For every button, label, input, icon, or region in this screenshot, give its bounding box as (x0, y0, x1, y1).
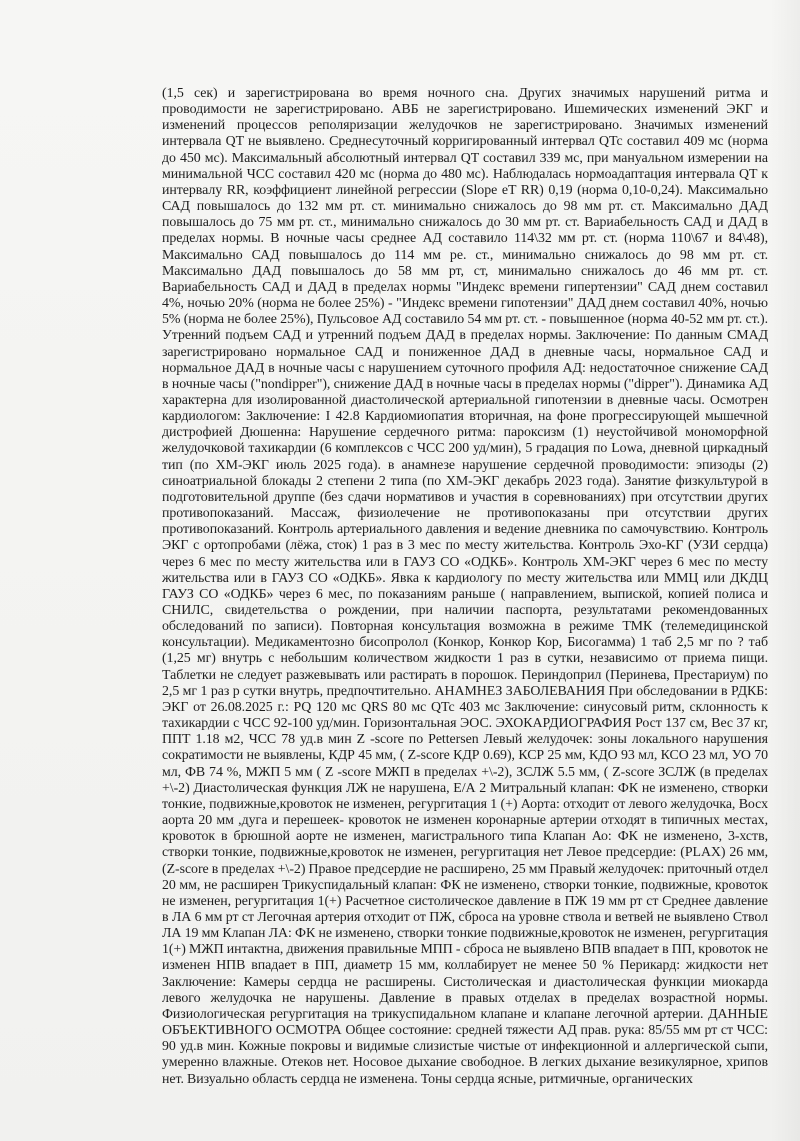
page-edge-shadow (770, 0, 800, 1141)
document-text-block (162, 86, 768, 1088)
document-body-text: (1,5 сек) и зарегистрирована во время ночного сна. Других значимых нарушений ритма и проводимости не зарегистрировано. АВБ не зарегистрировано. Ишемических изменений ЭКГ и изменений процессов реполяризации желудочков не зарегистрировано. Значимых изменений интервала QT не выявлено. Среднесуточный корригированный интервал QTc составил 409 мс (норма до 450 мс). Максимальный абсолютный интервал QT составил 339 мс, при мануальном измерении на минимальной ЧСС составил 420 мс (норма до 480 мс). Наблюдалась нормоадаптация интервала QT к интервалу RR, коэффициент линейной регрессии (Slope eT RR) 0,19 (норма 0,10-0,24). Максимально САД повышалось до 132 мм рт. ст. минимально снижалось до 98 мм рт. ст. Максимально ДАД повышалось до 75 мм рт. ст., минимально снижалось до 30 мм рт. ст. Вариабельность САД и ДАД в пределах нормы. В ночные часы среднее АД составило 114\32 мм рт. ст. (норма 110\67 и 84\48), Максимально САД повышалось до 114 мм ре. ст., минимально снижалось до 98 мм рт. ст. Максимально ДАД повышалось до 58 мм рт, ст, минимально снижалось до 46 мм рт. ст. Вариабельность САД и ДАД в пределах нормы "Индекс времени гипертензии" САД днем составил 4%, ночью 20% (норма не более 25%) - "Индекс времени гипотензии" ДАД днем составил 40%, ночью 5% (норма не более 25%), Пульсовое АД составило 54 мм рт. ст. - повышенное (норма 40-52 мм рт. ст.). Утренний подъем САД и утренний подъем ДАД в пределах нормы. Заключение: По данным СМАД зарегистрировано нормальное САД и пониженное ДАД в дневные часы, нормальное САД и нормальное ДАД в ночные часы с нарушением суточного профиля АД: недостаточное снижение САД в ночные часы ("nondipper"), снижение ДАД в ночные часы в пределах нормы ("dipper"). Динамика АД характерна для изолированной диастолической артериальной гипотензии в дневные часы. Осмотрен кардиологом: Заключение: I 42.8 Кардиомиопатия вторичная, на фоне прогрессирующей мышечной дистрофией Дюшенна: Нарушение сердечного ритма: пароксизм (1) неустойчивой мономорфной желудочковой тахикардии (6 комплексов с ЧСС 200 уд/мин), 5 градация по Lowa, дневной циркадный тип (по ХМ-ЭКГ июль 2025 года). в анамнезе нарушение сердечной проводимости: эпизоды (2) синоатриальной блокады 2 степени 2 типа (по ХМ-ЭКГ декабрь 2023 года). Занятие физкультурой в подготовительной друппе (без сдачи нормативов и участия в соревнованиях) при отсутствии других противопоказаний. Массаж, физиолечение не противопоказаны при отсутствии других противопоказаний. Контроль артериального давления и ведение дневника по самочувствию. Контроль ЭКГ с ортопробами (лёжа, сток) 1 раз в 3 мес по месту жительства. Контроль Эхо-КГ (УЗИ сердца) через 6 мес по месту жительства или в ГАУЗ СО «ОДКБ». Контроль ХМ-ЭКГ через 6 мес по месту жительства или в ГАУЗ СО «ОДКБ». Явка к кардиологу по месту жительства или ММЦ или ДКДЦ ГАУЗ СО «ОДКБ» через 6 мес, по показаниям раньше ( направлением, выпиской, копией полиса и СНИЛС, свидетельства о рождении, при наличии паспорта, результатами рекомендованных обследований по записи). Повторная консультация возможна в режиме ТМК (телемедицинской консультации). Медикаментозно бисопролол (Конкор, Конкор Кор, Бисогамма) 1 таб 2,5 мг по ? таб (1,25 мг) внутрь с небольшим количеством жидкости 1 раз в сутки, независимо от приема пищи. Таблетки не следует разжевывать или растирать в порошок. Периндоприл (Перинева, Престариум) по 2,5 мг 1 раз р сутки внутрь, предпочтительно. АНАМНЕЗ ЗАБОЛЕВАНИЯ При обследовании в РДКБ: ЭКГ от 26.08.2025 г.: PQ 120 мс QRS 80 мс QTc 403 мс Заключение: синусовый ритм, склонность к тахикардии с ЧСС 92-100 уд/мин. Горизонтальная ЭОС. ЭХОКАРДИОГРАФИЯ Рост 137 см, Вес 37 кг, ППТ 1.18 м2, ЧСС 78 уд.в мин Z -score по Pettersen Левый желудочек: зоны локального нарушения сократимости не выявлены, КДР 45 мм, ( Z-score КДР 0.69), КСР 25 мм, КДО 93 мл, КСО 23 мл, УО 70 мл, ФВ 74 %, МЖП 5 мм ( Z -score МЖП в пределах +\-2), ЗСЛЖ 5.5 мм, ( Z-score ЗСЛЖ (в пределах +\-2) Диастолическая функция ЛЖ не нарушена, Е/А 2 Митральный клапан: ФК не изменено, створки тонкие, подвижные,кровоток не изменен, регургитация 1 (+) Аорта: отходит от левого желудочка, Восх аорта 20 мм ,дуга и перешеек- кровоток не изменен коронарные артерии отходят в типичных местах, кровоток в брюшной аорте не изменен, магистрального типа Клапан Ао: ФК не изменено, 3-хств, створки тонкие, подвижные,кровоток не изменен, регургитация нет Левое предсердие: (PLAX) 26 мм, (Z-score в пределах +\-2) Правое предсердие не расширено, 25 мм Правый желудочек: приточный отдел 20 мм, не расширен Трикуспидальный клапан: ФК не изменено, створки тонкие, подвижные, кровоток не изменен, регургитация 1(+) Расчетное систолическое давление в ПЖ 19 мм рт ст Среднее давление в ЛА 6 мм рт ст Легочная артерия отходит от ПЖ, сброса на уровне ствола и ветвей не выявлено Ствол ЛА 19 мм Клапан ЛА: ФК не изменено, створки тонкие подвижные,кровоток не изменен, регургитация 1(+) МЖП интактна, движения правильные МПП - сброса не выявлено ВПВ впадает в ПП, кровоток не изменен НПВ впадает в ПП, диаметр 15 мм, коллабирует не менее 50 % Перикард: жидкости нет Заключение: Камеры сердца не расширены. Систолическая и диастолическая функции миокарда левого желудочка не нарушены. Давление в правых отделах в пределах возрастной нормы. Физиологическая регургитация на трикуспидальном клапане и клапане легочной артерии. ДАННЫЕ ОБЪЕКТИВНОГО ОСМОТРА Общее состояние: средней тяжести АД прав. рука: 85/55 мм рт ст ЧСС: 90 уд.в мин. Кожные покровы и видимые слизистые чистые от инфекционной и аллергической сыпи, умеренно влажные. Отеков нет. Носовое дыхание свободное. В легких дыхание везикулярное, хрипов нет. Визуально область сердца не изменена. Тоны сердца ясные, ритмичные, органических (162, 86, 768, 1087)
